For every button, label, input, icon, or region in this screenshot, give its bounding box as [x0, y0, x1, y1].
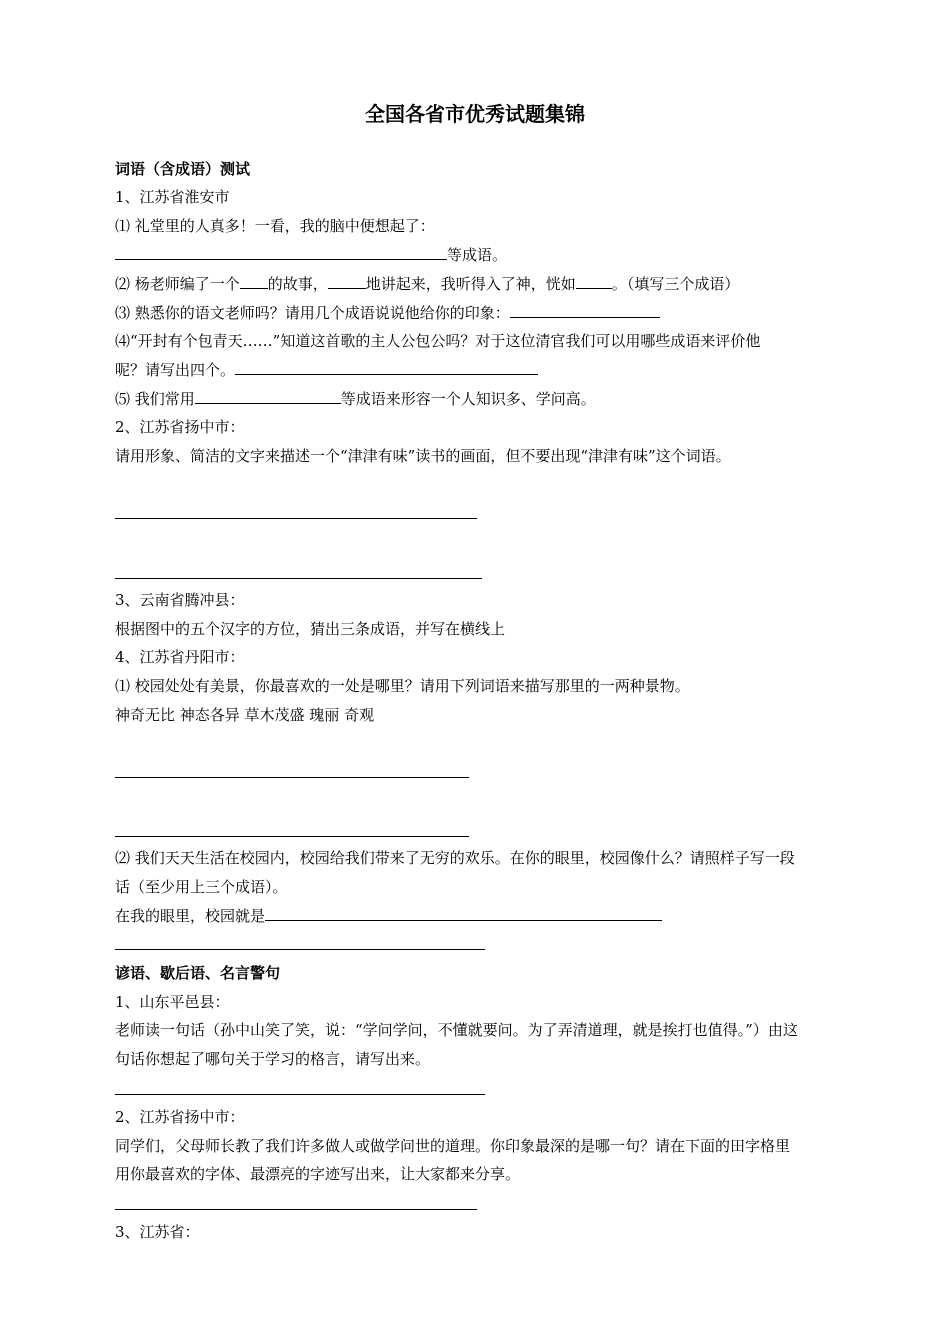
question-text: 话（至少用上三个成语）。 [115, 878, 288, 896]
word-list: 神奇无比 神态各异 草木茂盛 瑰丽 奇观 [115, 706, 375, 724]
question-text: ⑷“开封有个包青天……”知道这首歌的主人公包公吗？对于这位清官我们可以用哪些成语来评价他 [115, 332, 761, 350]
question-yunnan-tengchong: 3、云南省腾冲县： [115, 591, 245, 609]
question-text-part: 等成语。 [447, 246, 508, 264]
answer-line[interactable] [115, 518, 477, 519]
answer-blank[interactable] [235, 359, 538, 375]
question-text [115, 244, 507, 265]
question-jiangsu-yangzhong-2: 2、江苏省扬中市： [115, 1108, 245, 1126]
answer-blank[interactable] [115, 244, 447, 260]
question-text: 同学们，父母师长教了我们许多做人或做学问世的道理。你印象最深的是哪一句？请在下面的田字格里 [115, 1137, 791, 1155]
page-title: 全国各省市优秀试题集锦 [365, 102, 585, 126]
section-heading-proverbs: 谚语、歇后语、名言警句 [115, 964, 281, 982]
question-text-part: 地讲起来，我听得入了神，恍如 [365, 275, 576, 293]
question-text [115, 302, 660, 323]
answer-blank[interactable] [576, 273, 612, 289]
question-jiangsu-yangzhong: 2、江苏省扬中市： [115, 418, 245, 436]
question-shandong-pingyi: 1、山东平邑县： [115, 993, 230, 1011]
question-jiangsu-huaian: 1、江苏省淮安市 [115, 188, 230, 206]
question-text-part: 的故事， [267, 275, 328, 293]
answer-blank[interactable] [195, 388, 341, 404]
question-jiangsu-danyang: 4、江苏省丹阳市： [115, 648, 245, 666]
question-text-part: ⑸ 我们常用 [115, 390, 195, 408]
question-text: 请用形象、简洁的文字来描述一个“津津有味”读书的画面，但不要出现“津津有味”这个词语。 [115, 447, 731, 465]
question-text: ⑵ 我们天天生活在校园内，校园给我们带来了无穷的欢乐。在你的眼里，校园像什么？请照样子写一段 [115, 849, 795, 867]
question-text: 句话你想起了哪句关于学习的格言，请写出来。 [115, 1050, 431, 1068]
answer-blank[interactable] [510, 302, 660, 318]
answer-blank[interactable] [240, 273, 268, 289]
question-text [115, 905, 662, 926]
question-jiangsu: 3、江苏省： [115, 1223, 200, 1241]
question-text-part: ⑵ 杨老师编了一个 [115, 275, 240, 293]
answer-line[interactable] [115, 1209, 477, 1210]
question-text: ⑴ 礼堂里的人真多！一看，我的脑中便想起了： [115, 217, 435, 235]
question-text: 用你最喜欢的字体、最漂亮的字迹写出来，让大家都来分享。 [115, 1165, 521, 1183]
question-text-part: 。（填写三个成语） [611, 275, 740, 293]
question-text-part: 等成语来形容一个人知识多、学问高。 [340, 390, 596, 408]
question-text [115, 359, 538, 380]
question-text: ⑴ 校园处处有美景，你最喜欢的一处是哪里？请用下列词语来描写那里的一两种景物。 [115, 677, 690, 695]
question-text: 根据图中的五个汉字的方位，猜出三条成语，并写在横线上 [115, 620, 506, 638]
question-text-part: 呢？请写出四个。 [115, 361, 236, 379]
answer-line[interactable] [115, 949, 485, 950]
answer-blank[interactable] [328, 273, 366, 289]
question-text-part: 在我的眼里，校园就是 [115, 907, 266, 925]
question-text [115, 273, 739, 294]
answer-line[interactable] [115, 1094, 485, 1095]
answer-line[interactable] [115, 578, 482, 579]
section-heading-idioms: 词语（含成语）测试 [115, 160, 251, 178]
question-text [115, 388, 596, 409]
question-text-part: ⑶ 熟悉你的语文老师吗？请用几个成语说说他给你的印象： [115, 304, 510, 322]
question-text: 老师读一句话（孙中山笑了笑，说：“学问学问，不懂就要问。为了弄清道理，就是挨打也值得。”）由这 [115, 1021, 798, 1039]
answer-line[interactable] [115, 836, 469, 837]
answer-line[interactable] [115, 777, 469, 778]
answer-blank[interactable] [265, 905, 662, 921]
